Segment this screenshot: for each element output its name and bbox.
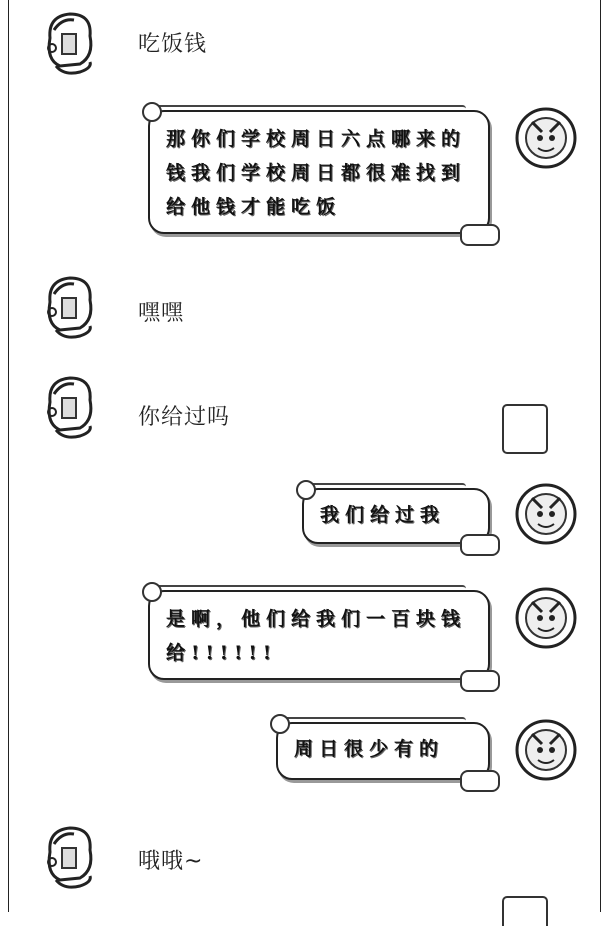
bubble-curl-decoration <box>142 102 162 122</box>
left-avatar-icon[interactable] <box>40 272 102 344</box>
right-avatar-icon[interactable] <box>514 106 578 170</box>
message-text: 你给过吗 <box>138 405 231 430</box>
left-avatar-icon[interactable] <box>40 8 102 80</box>
right-avatar-icon[interactable] <box>514 718 578 782</box>
message-text: 是啊，他们给我们一百块钱给!!!!!! <box>166 608 467 664</box>
message-text: 那你们学校周日六点哪来的钱我们学校周日都很难找到给他钱才能吃饭 <box>166 128 467 218</box>
bubble-tail-decoration <box>460 770 500 792</box>
left-avatar-icon[interactable] <box>40 372 102 444</box>
message-text: 哦哦~ <box>138 849 204 874</box>
bubble-tail-decoration <box>460 224 500 246</box>
right-border <box>600 0 601 912</box>
right-avatar-icon[interactable] <box>514 482 578 546</box>
message-bubble[interactable] <box>148 590 490 680</box>
left-border <box>8 0 9 912</box>
message-text: 嘿嘿 <box>138 301 185 326</box>
message-text: 我们给过我 <box>320 504 446 526</box>
left-avatar-icon[interactable] <box>40 822 102 894</box>
message-text: 吃饭钱 <box>138 32 208 57</box>
message-bubble[interactable] <box>276 722 490 780</box>
bubble-curl-decoration <box>270 714 290 734</box>
empty-square-icon[interactable] <box>502 404 548 454</box>
bubble-curl-decoration <box>296 480 316 500</box>
bubble-tail-decoration <box>460 534 500 556</box>
message-bubble[interactable] <box>302 488 490 544</box>
message-bubble[interactable] <box>148 110 490 234</box>
right-avatar-icon[interactable] <box>514 586 578 650</box>
bubble-tail-decoration <box>460 670 500 692</box>
message-text: 周日很少有的 <box>294 738 445 760</box>
bubble-curl-decoration <box>142 582 162 602</box>
empty-square-icon[interactable] <box>502 896 548 926</box>
